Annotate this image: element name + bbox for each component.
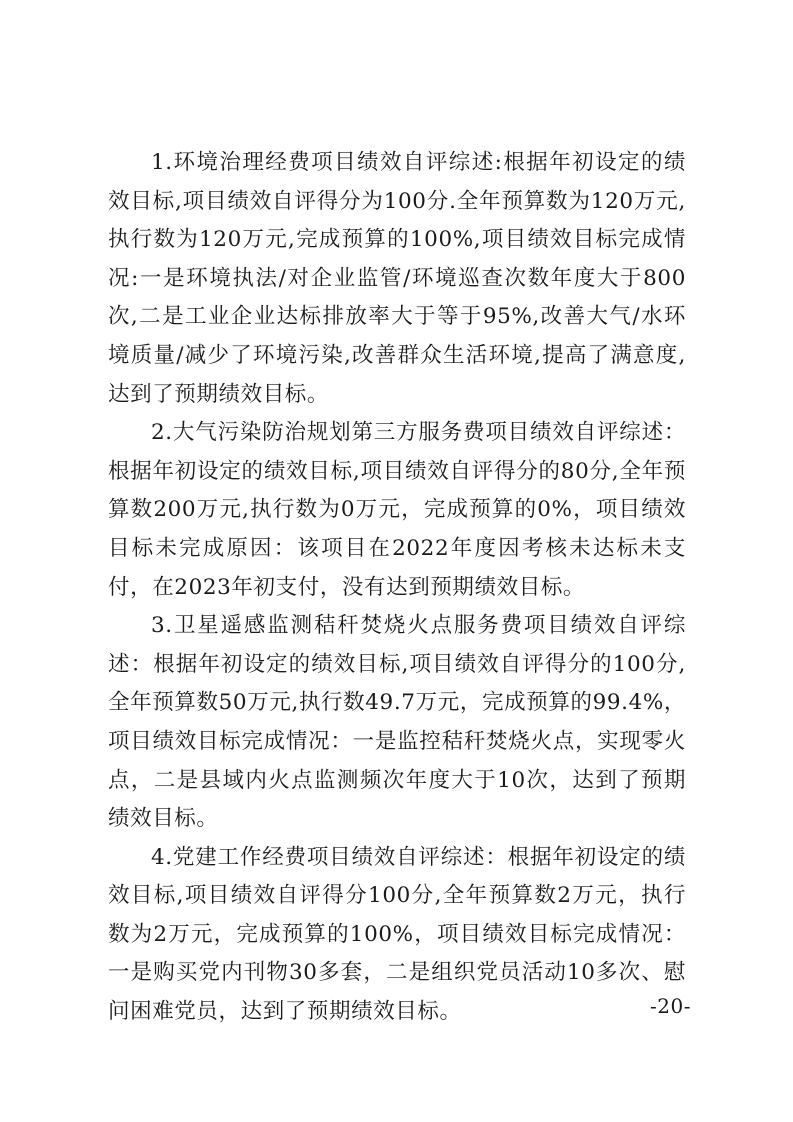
- paragraph-environment-governance: 1.环境治理经费项目绩效自评综述:根据年初设定的绩效目标,项目绩效自评得分为100分.全年预算数为120万元,执行数为120万元,完成预算的100%,项目绩效目标完成情况:一是环境执法/对企业监管/环境巡查次数年度大于800次,二是工业企业达标排放率大于等于95%,改善大气/水环境质量/减少了环境污染,改善群众生活环境,提高了满意度,达到了预期绩效目标。: [108, 150, 686, 407]
- paragraph-party-building: 4.党建工作经费项目绩效自评综述：根据年初设定的绩效目标,项目绩效自评得分100分,全年预算数2万元，执行数为2万元，完成预算的100%，项目绩效目标完成情况：一是购买党内刊物30多套，二是组织党员活动10多次、慰问困难党员，达到了预期绩效目标。: [108, 844, 686, 1025]
- document-body: [108, 144, 686, 1032]
- page-number: -20-: [650, 994, 691, 1018]
- paragraph-satellite-monitoring: 3.卫星遥感监测秸秆焚烧火点服务费项目绩效自评综述：根据年初设定的绩效目标,项目绩效自评得分的100分,全年预算数50万元,执行数49.7万元，完成预算的99.4%，项目绩效目标完成情况：一是监控秸秆焚烧火点，实现零火点，二是县域内火点监测频次年度大于10次，达到了预期绩效目标。: [108, 613, 686, 832]
- paragraph-air-pollution: 2.大气污染防治规划第三方服务费项目绩效自评综述：根据年初设定的绩效目标,项目绩效自评得分的80分,全年预算数200万元,执行数为0万元，完成预算的0%，项目绩效目标未完成原因：该项目在2022年度因考核未达标未支付，在2023年初支付，没有达到预期绩效目标。: [108, 420, 686, 600]
